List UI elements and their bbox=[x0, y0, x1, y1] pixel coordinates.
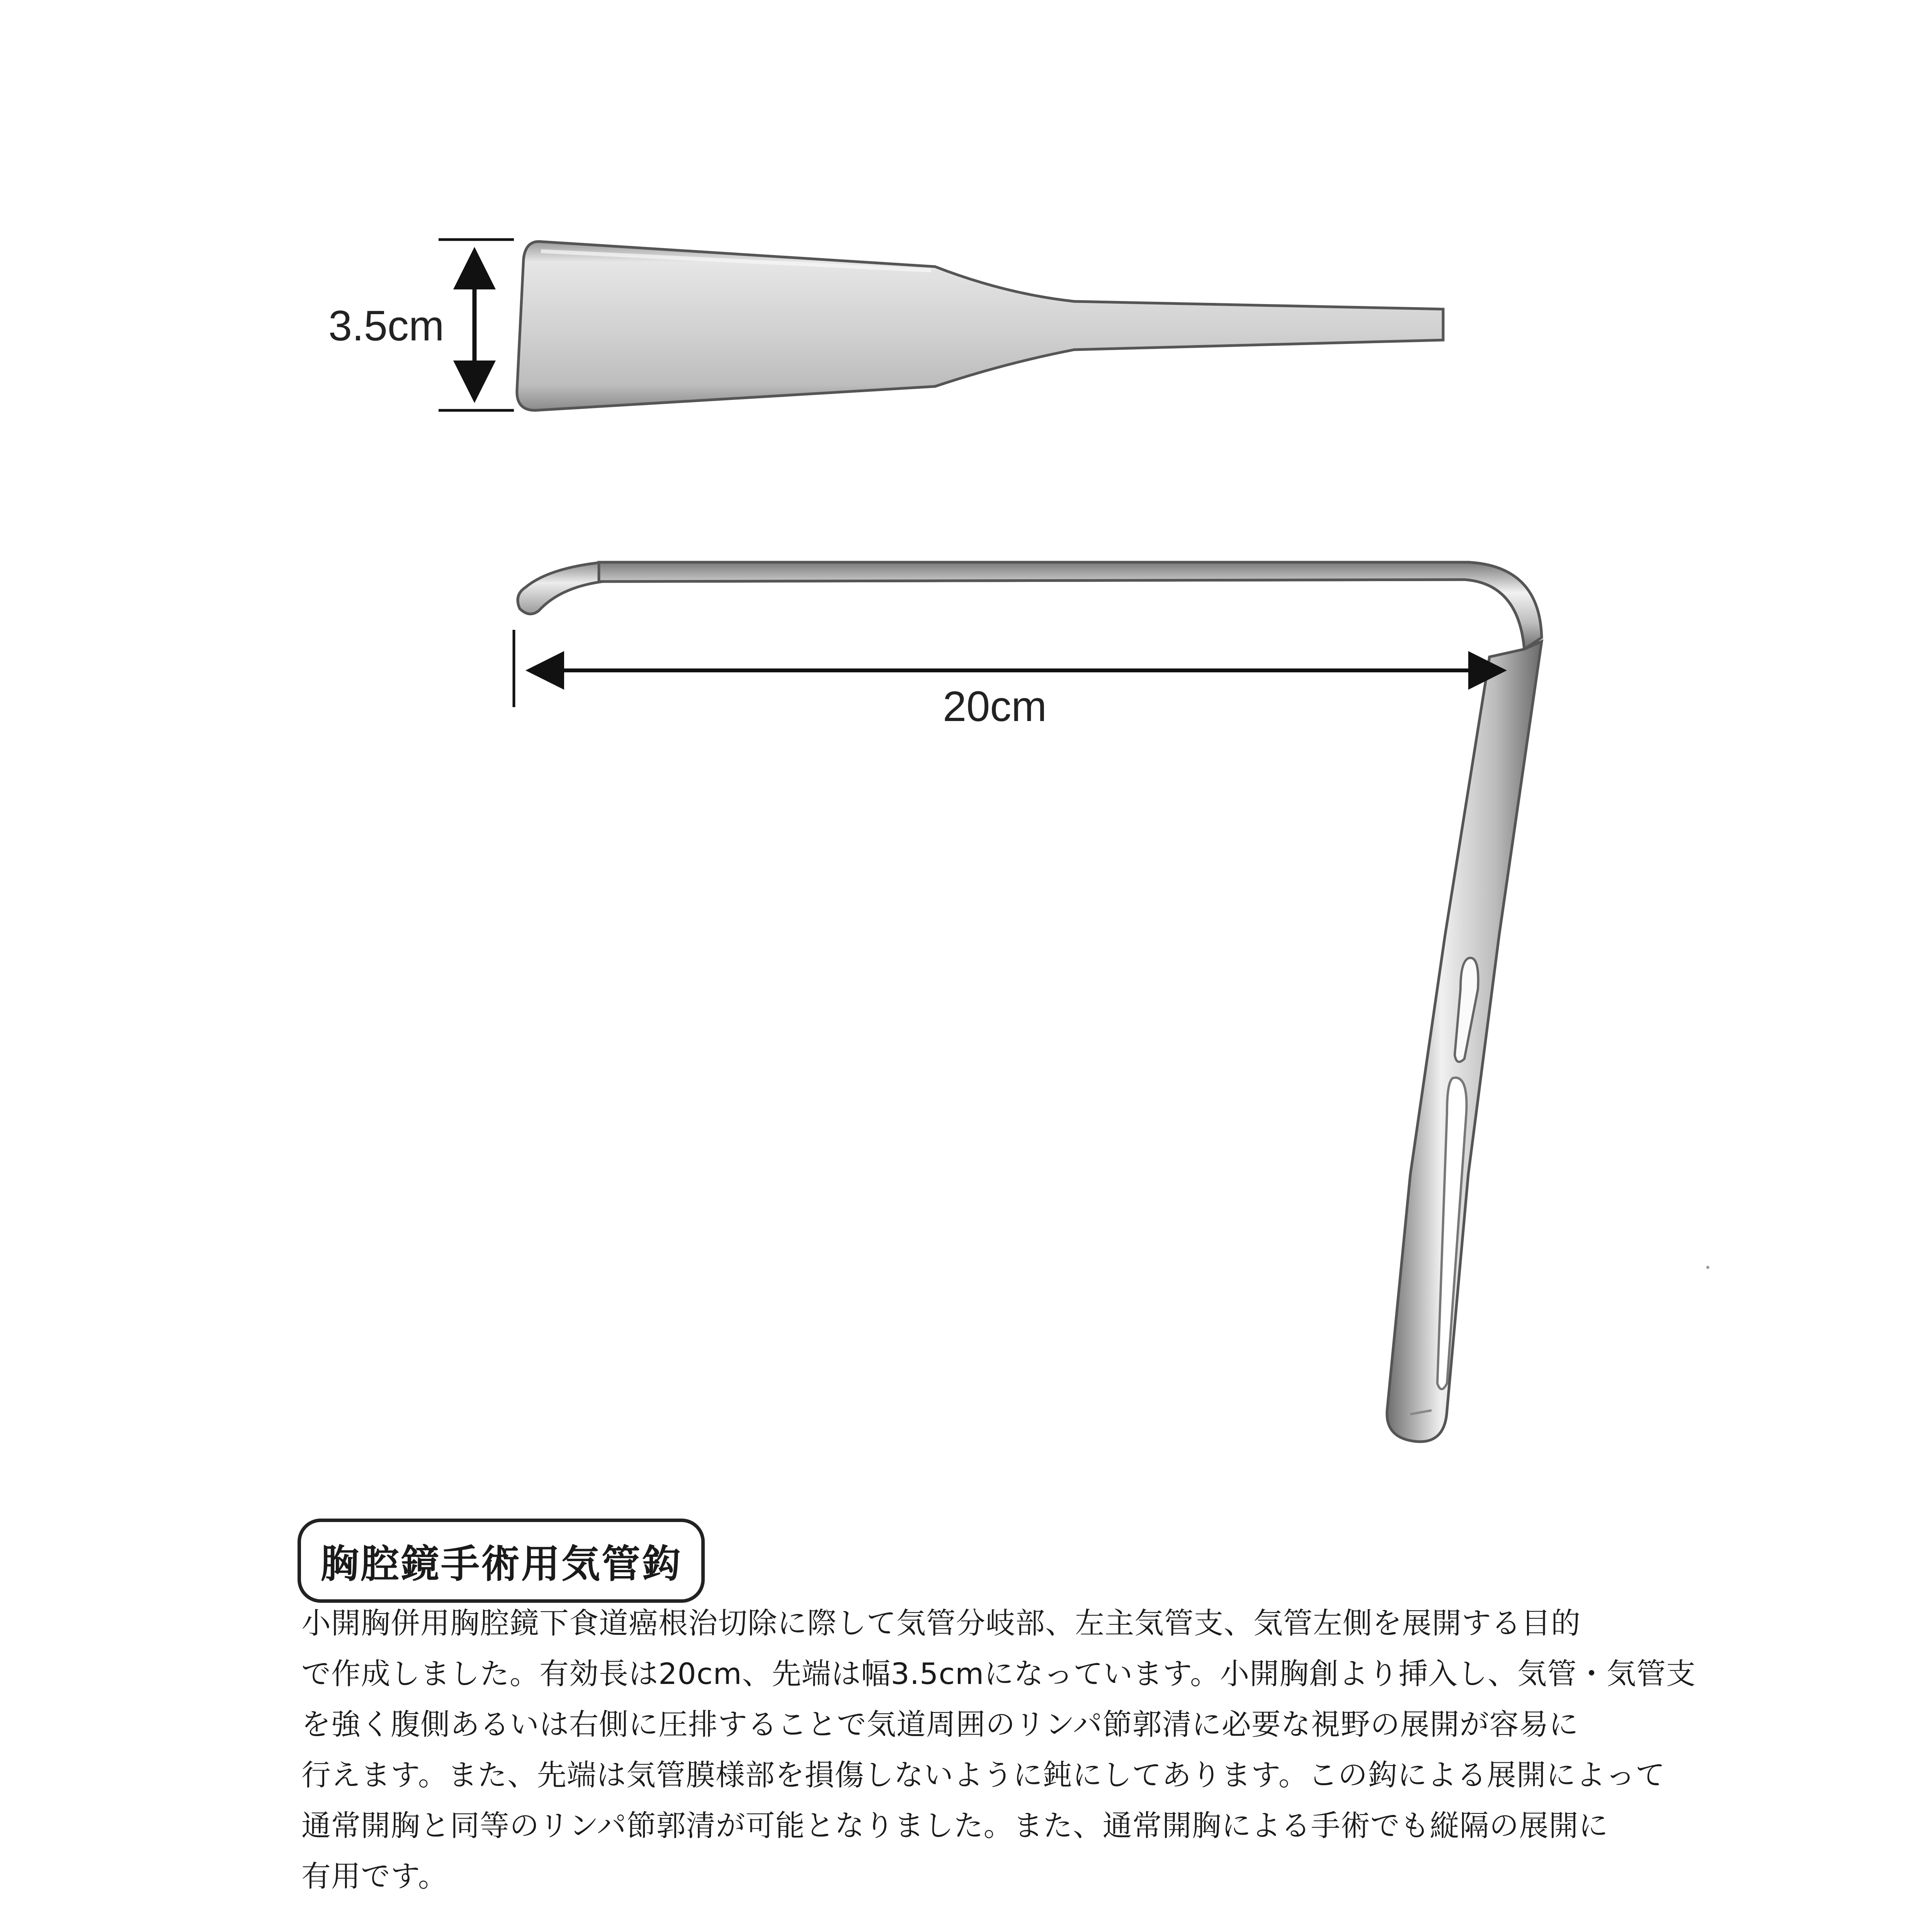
width-dimension bbox=[439, 240, 514, 410]
product-title-text: 胸腔鏡手術用気管鈎 bbox=[320, 1541, 682, 1587]
description-line: 通常開胸と同等のリンパ節郭清が可能となりました。また、通常開胸による手術でも縦隔の展開に bbox=[301, 1808, 1609, 1843]
description-line: 有用です。 bbox=[301, 1859, 448, 1893]
length-label: 20cm bbox=[943, 683, 1047, 730]
product-title bbox=[298, 1519, 705, 1603]
product-description bbox=[301, 1598, 1696, 1901]
scan-speck bbox=[1706, 1266, 1709, 1269]
top-view-blade bbox=[517, 242, 1443, 410]
description-line: 小開胸併用胸腔鏡下食道癌根治切除に際して気管分岐部、左主気管支、気管左側を展開する目的 bbox=[301, 1606, 1581, 1640]
width-label: 3.5cm bbox=[328, 302, 444, 350]
description-line: で作成しました。有効長は20cm、先端は幅3.5cmになっています。小開胸創より挿入し、気管・気管支 bbox=[301, 1656, 1696, 1691]
description-line: 行えます。また、先端は気管膜様部を損傷しないように鈍にしてあります。この鈎による展開によって bbox=[301, 1758, 1665, 1792]
description-line: を強く腹側あるいは右側に圧排することで気道周囲のリンパ節郭清に必要な視野の展開が容易に bbox=[301, 1707, 1579, 1742]
